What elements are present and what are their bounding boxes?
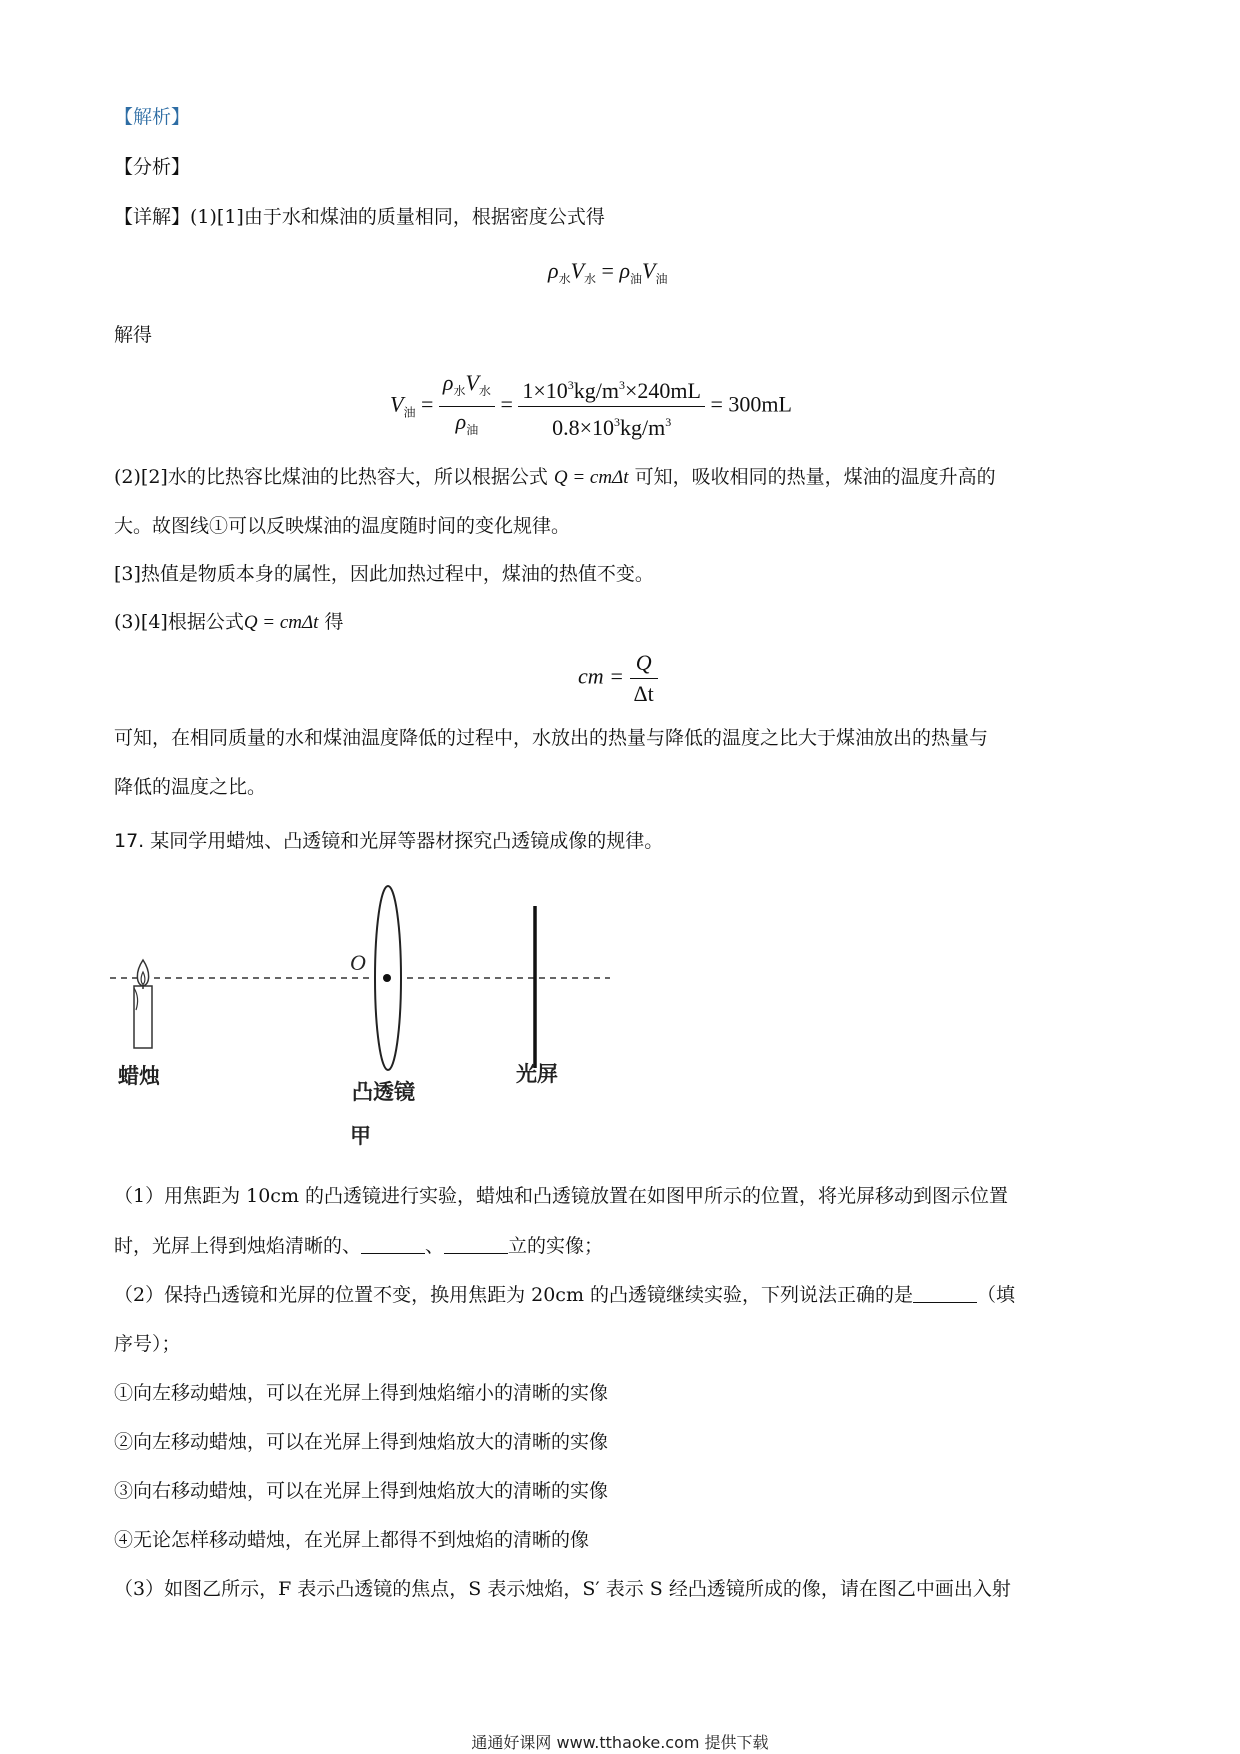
answer-blank-3[interactable] xyxy=(913,1284,977,1303)
fenxi-heading: 【分析】 xyxy=(114,156,191,178)
page-footer: 通通好课网 www.tthaoke.com 提供下载 xyxy=(471,1733,769,1752)
fraction-rho: $\frac{\rho_水V_水}{\rho_油}$ xyxy=(439,368,495,445)
lens-center-dot xyxy=(383,974,391,982)
answer-blank-1[interactable] xyxy=(361,1235,425,1254)
lens-label: 凸透镜 xyxy=(352,1080,415,1104)
sub1-line2: 时，光屏上得到烛焰清晰的、 、 立的实像； xyxy=(114,1235,604,1257)
option-1: ①向左移动蜡烛，可以在光屏上得到烛焰缩小的清晰的实像 xyxy=(114,1382,609,1404)
formula-heat: Q = cmΔt xyxy=(553,467,629,488)
analysis-heading: 【解析】 xyxy=(114,106,191,128)
jiede-text: 解得 xyxy=(114,324,153,346)
lens-center-label: O xyxy=(350,950,366,975)
equation-cm: cm = $\frac{Q}{\Delta t}$ xyxy=(578,648,658,709)
para2-line2: 大。故图线①可以反映煤油的温度随时间的变化规律。 xyxy=(114,515,571,537)
option-4: ④无论怎样移动蜡烛，在光屏上都得不到烛焰的清晰的像 xyxy=(114,1529,590,1551)
equation-density: $\rho_水V_水 = \rho_油V_油$ xyxy=(548,258,668,286)
detail-line xyxy=(114,204,605,230)
para4-line1: 可知，在相同质量的水和煤油温度降低的过程中，水放出的热量与降低的温度之比大于煤油放出的热量与 xyxy=(114,727,989,749)
para3-line: (3)[4]根据公式Q = cmΔt 得 xyxy=(114,611,344,633)
detail-text: (1)[1]由于水和煤油的质量相同，根据密度公式得 xyxy=(190,206,605,228)
figure-caption: 甲 xyxy=(350,1124,371,1148)
sub2-line1: （2）保持凸透镜和光屏的位置不变，换用焦距为 20cm 的凸透镜继续实验，下列说法正确的是 （填 xyxy=(114,1284,1016,1306)
candle-label: 蜡烛 xyxy=(118,1064,160,1088)
sub3-line1: （3）如图乙所示，F 表示凸透镜的焦点，S 表示烛焰，S′ 表示 S 经凸透镜所成的像，请在图乙中画出入射 xyxy=(114,1578,1011,1600)
para2-line3: [3]热值是物质本身的属性，因此加热过程中，煤油的热值不变。 xyxy=(114,563,654,585)
sub1-line1: （1）用焦距为 10cm 的凸透镜进行实验，蜡烛和凸透镜放置在如图甲所示的位置，将光屏移动到图示位置 xyxy=(114,1185,1009,1207)
fraction-numeric: $\frac{1\times 10^3kg/m^3\times 240mL}{0.8\times 10^3kg/m^3}$ xyxy=(518,370,705,443)
para2-line1: (2)[2]水的比热容比煤油的比热容大，所以根据公式 Q = cmΔt 可知，吸收相同的热量，煤油的温度升高的 xyxy=(114,466,996,488)
equation-volume: $V_油$ = $\frac{\rho_水V_水}{\rho_油}$ = $\frac{1\times 10^3kg/m^3\times 240mL}{0.8\times 10^3kg/m^3}$ = 300mL xyxy=(390,368,792,445)
formula-heat-2: Q = cmΔt xyxy=(243,612,319,633)
candle-icon xyxy=(134,960,152,1048)
para4-line2: 降低的温度之比。 xyxy=(114,776,267,798)
screen-label: 光屏 xyxy=(516,1062,558,1086)
sub2-line2: 序号）； xyxy=(114,1333,181,1355)
option-3: ③向右移动蜡烛，可以在光屏上得到烛焰放大的清晰的实像 xyxy=(114,1480,609,1502)
question-17-title: 17. 某同学用蜡烛、凸透镜和光屏等器材探究凸透镜成像的规律。 xyxy=(114,830,664,852)
answer-blank-2[interactable] xyxy=(444,1235,508,1254)
detail-tag: 【详解】 xyxy=(114,206,191,228)
option-2: ②向左移动蜡烛，可以在光屏上得到烛焰放大的清晰的实像 xyxy=(114,1431,609,1453)
